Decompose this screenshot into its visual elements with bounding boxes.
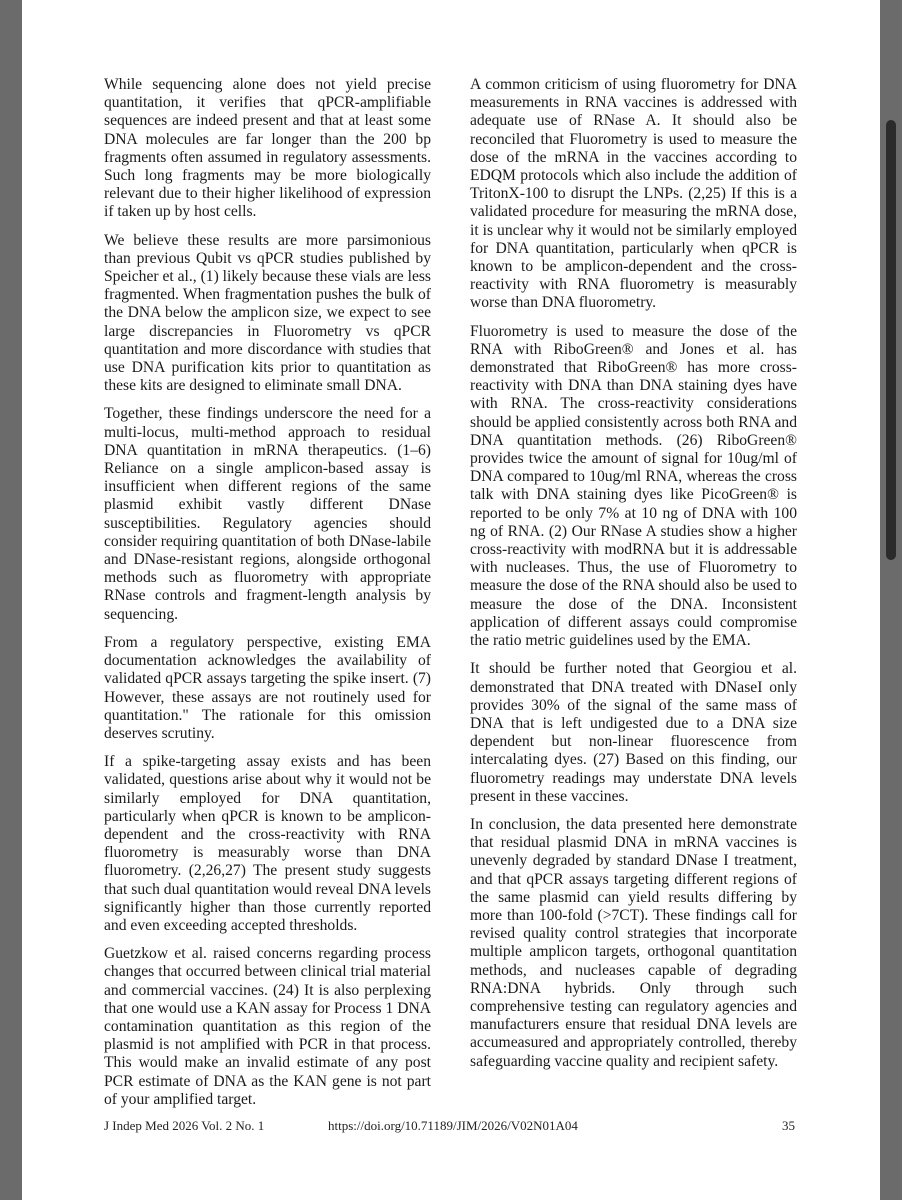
right-column [470,76,797,1081]
paragraph: Together, these findings underscore the need for a multi-locus, multi-method approach to residual DNA quantitation in mRNA therapeutics. (1–6) Reliance on a single amplicon-based assay is insufficient when different regions of the same plasmid exhibit vastly different DNase susceptibilities. Regulatory agencies should consider requiring quantitation of both DNase-labile and DNase-resistant regions, alongside orthogonal methods such as fluorometry with appropriate RNase controls and fragment-length analysis by sequencing. [104,405,431,623]
paragraph: It should be further noted that Georgiou et al. demonstrated that DNA treated with DNaseI only provides 30% of the signal of the same mass of DNA that is left undigested due to a DNA size dependent but non-linear fluorescence from intercalating dyes. (27) Based on this finding, our fluorometry readings may understate DNA levels present in these vaccines. [470,660,797,805]
paragraph: A common criticism of using fluorometry for DNA measurements in RNA vaccines is addressed with adequate use of RNase A. It should also be reconciled that Fluorometry is used to measure the dose of the mRNA in the vaccines according to EDQM protocols which also include the addition of TritonX-100 to disrupt the LNPs. (2,25) If this is a validated procedure for measuring the mRNA dose, it is unclear why it would not be similarly employed for DNA quantitation, particularly when qPCR is known to be amplicon-dependent and the cross-reactivity with RNA fluorometry is measurably worse than DNA fluorometry. [470,76,797,312]
paragraph: Fluorometry is used to measure the dose of the RNA with RiboGreen® and Jones et al. has demonstrated that RiboGreen® has more cross-reactivity with DNA than DNA staining dyes have with RNA. The cross-reactivity considerations should be applied consistently across both RNA and DNA quantitation methods. (26) RiboGreen® provides twice the amount of signal for 10ug/ml of DNA compared to 10ug/ml RNA, whereas the cross talk with DNA staining dyes like PicoGreen® is reported to be only 7% at 10 ng of DNA with 100 ng of RNA. (2) Our RNase A studies show a higher cross-reactivity with modRNA but it is addressable with nucleases. Thus, the use of Fluorometry to measure the dose of the RNA should also be used to measure the dose of the DNA. Inconsistent application of different assays could compromise the ratio metric guidelines used by the EMA. [470,322,797,650]
document-page [22,0,880,1200]
paragraph: From a regulatory perspective, existing EMA documentation acknowledges the availability of validated qPCR assays targeting the spike insert. (7) However, these assays are not routinely used for quantitation." The rationale for this omission deserves scrutiny. [104,633,431,742]
paragraph: If a spike-targeting assay exists and has been validated, questions arise about why it would not be similarly employed for DNA quantitation, particularly when qPCR is known to be amplicon-dependent and the cross-reactivity with RNA fluorometry is measurably worse than DNA fluorometry. (2,26,27) The present study suggests that such dual quantitation would reveal DNA levels significantly higher than those currently reported and even exceeding accepted thresholds. [104,753,431,934]
left-column [104,76,431,1119]
paragraph: While sequencing alone does not yield precise quantitation, it verifies that qPCR-amplifiable sequences are indeed present and that at least some DNA molecules are far longer than the 200 bp fragments often assumed in regulatory assessments. Such long fragments may be more biologically relevant due to their higher likelihood of expression if taken up by host cells. [104,76,431,221]
paragraph: Guetzkow et al. raised concerns regarding process changes that occurred between clinical trial material and commercial vaccines. (24) It is also perplexing that one would use a KAN assay for Process 1 DNA contamination quantitation as this region of the plasmid is not amplified with PCR in that process. This would make an invalid estimate of any post PCR estimate of DNA as the KAN gene is not part of your amplified target. [104,945,431,1108]
paragraph: We believe these results are more parsimonious than previous Qubit vs qPCR studies published by Speicher et al., (1) likely because these vials are less fragmented. When fragmentation pushes the bulk of the DNA below the amplicon size, we expect to see large discrepancies in Fluorometry vs qPCR quantitation and more discordance with studies that use DNA purification kits prior to quantitation as these kits are designed to eliminate small DNA. [104,231,431,395]
page-number: 35 [782,1118,795,1133]
viewer-right-gutter [880,0,902,1200]
footer-doi-link[interactable]: https://doi.org/10.71189/JIM/2026/V02N01A04 [328,1118,578,1133]
scrollbar-thumb[interactable] [886,120,896,560]
viewer-left-gutter [0,0,22,1200]
footer-journal: J Indep Med 2026 Vol. 2 No. 1 [104,1118,265,1133]
paragraph: In conclusion, the data presented here demonstrate that residual plasmid DNA in mRNA vaccines is unevenly degraded by standard DNase I treatment, and that qPCR assays targeting different regions of the same plasmid can yield results differing by more than 100-fold (>7CT). These findings call for revised quality control strategies that incorporate multiple amplicon targets, orthogonal quantitation methods, and nucleases capable of degrading RNA:DNA hybrids. Only through such comprehensive testing can regulatory agencies and manufacturers ensure that residual DNA levels are accumeasured and appropriately controlled, thereby safeguarding vaccine quality and recipient safety. [470,815,797,1070]
